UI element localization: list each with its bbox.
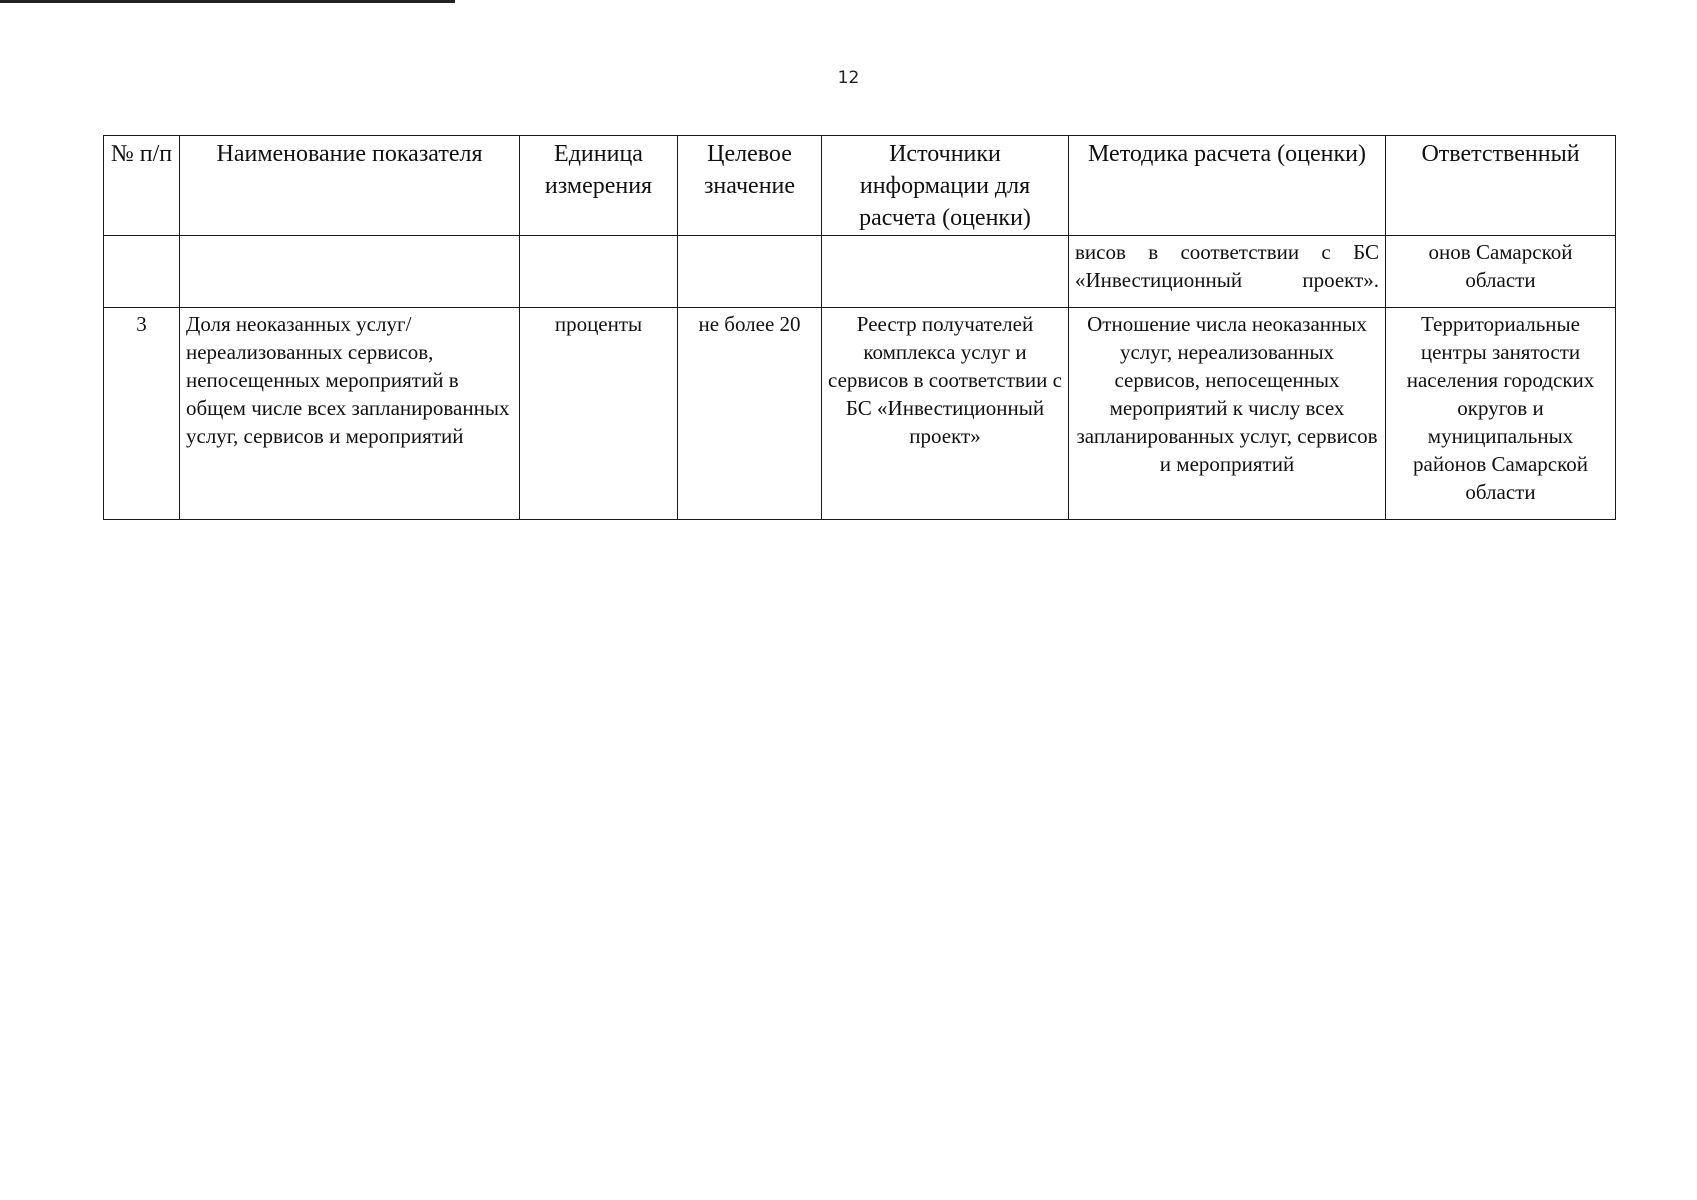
- indicators-table: [103, 135, 1616, 520]
- header-responsible: Ответственный: [1386, 136, 1616, 236]
- cell-name: Доля неоказанных услуг/ нереализованных сервисов, непосещенных мероприятий в общем числе всех запланированных услуг, сервисов и мероприятий: [180, 308, 520, 520]
- page-number: 12: [837, 68, 860, 88]
- header-unit: Единица измерения: [520, 136, 678, 236]
- cell-num: [104, 236, 180, 308]
- header-name: Наименование показателя: [180, 136, 520, 236]
- cell-name: [180, 236, 520, 308]
- cell-target: [678, 236, 822, 308]
- cell-sources: Реестр получателей комплекса услуг и сервисов в соответствии с БС «Инвестиционный проект»: [822, 308, 1069, 520]
- table-row: [104, 308, 1616, 520]
- cell-num: 3: [104, 308, 180, 520]
- cell-sources: [822, 236, 1069, 308]
- cell-method: Отношение числа неоказанных услуг, нереализованных сервисов, непосещенных мероприятий к числу всех запланированных услуг, сервисов и мероприятий: [1069, 308, 1386, 520]
- cell-method: висов в соответствии с БС «Инвестиционный проект».: [1069, 236, 1386, 308]
- scan-border-line: [0, 0, 455, 3]
- table-row-continuation: [104, 236, 1616, 308]
- header-sources: Источники информации для расчета (оценки): [822, 136, 1069, 236]
- header-method: Методика расчета (оценки): [1069, 136, 1386, 236]
- cell-unit: проценты: [520, 308, 678, 520]
- header-target: Целевое значение: [678, 136, 822, 236]
- cell-unit: [520, 236, 678, 308]
- cell-responsible: Территориальные центры занятости населения городских округов и муниципальных районов Самарской области: [1386, 308, 1616, 520]
- cell-responsible: онов Самарской области: [1386, 236, 1616, 308]
- header-num: № п/п: [104, 136, 180, 236]
- table-header-row: [104, 136, 1616, 236]
- cell-target: не более 20: [678, 308, 822, 520]
